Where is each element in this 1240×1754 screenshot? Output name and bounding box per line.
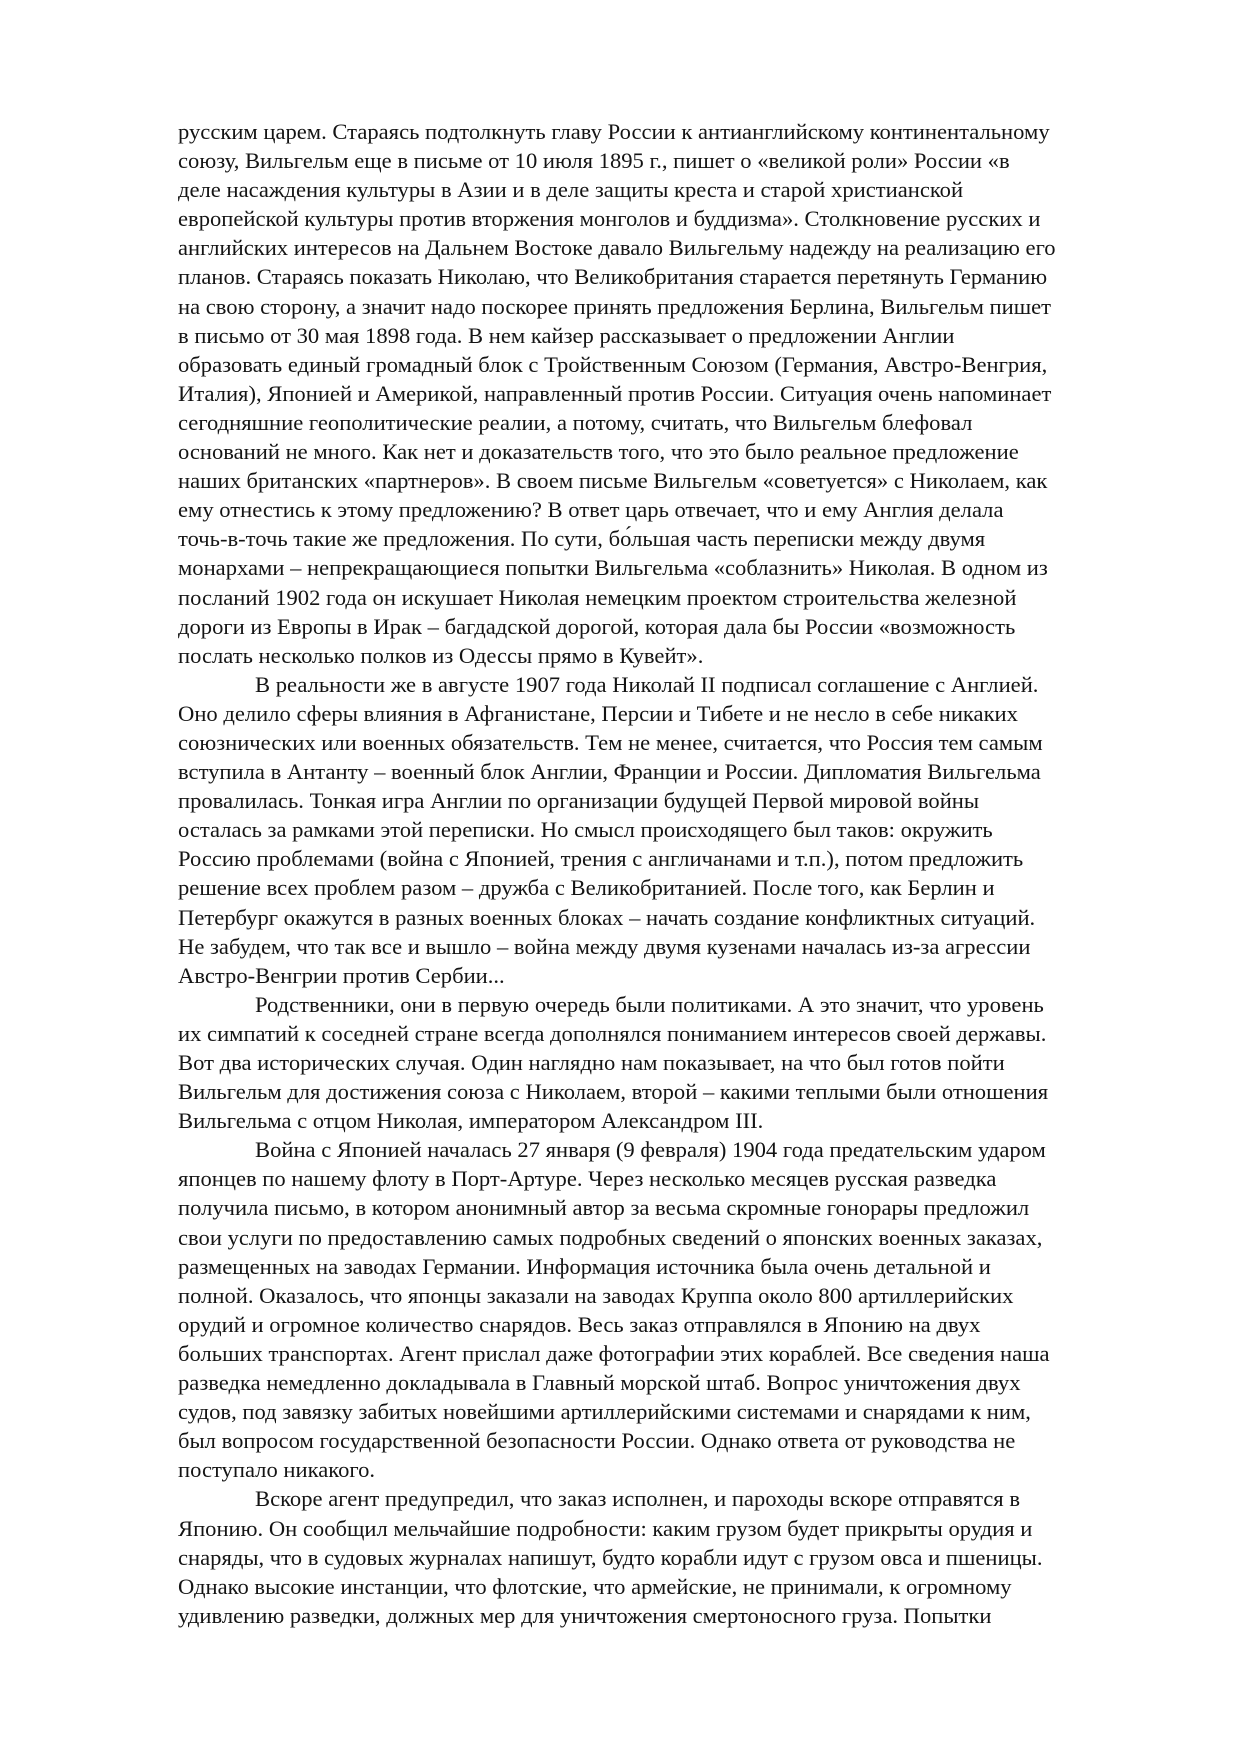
text-line: был вопросом государственной безопасности России. Однако ответа от руководства не	[178, 1428, 1016, 1454]
text-line: образовать единый громадный блок с Тройственным Союзом (Германия, Австро-Венгрия,	[178, 351, 1048, 377]
text-line: решение всех проблем разом – дружба с Великобританией. После того, как Берлин и	[178, 875, 995, 901]
text-line: Японию. Он сообщил мельчайшие подробности: каким грузом будет прикрыты орудия и	[178, 1515, 1033, 1541]
text-line: дороги из Европы в Ирак – багдадской дорогой, которая дала бы России «возможность	[178, 613, 1016, 639]
text-line: вступила в Антанту – военный блок Англии, Франции и России. Дипломатия Вильгельма	[178, 759, 1041, 785]
text-line: орудий и огромное количество снарядов. Весь заказ отправлялся в Японию на двух	[178, 1311, 981, 1337]
text-line: японцев по нашему флоту в Порт-Артуре. Через несколько месяцев русская разведка	[178, 1166, 997, 1192]
text-line: Италия), Японией и Америкой, направленный против России. Ситуация очень напоминает	[178, 380, 1052, 406]
text-line: Оно делило сферы влияния в Афганистане, Персии и Тибете и не несло в себе никаких	[178, 700, 1018, 726]
paragraph-first-line: Вскоре агент предупредил, что заказ исполнен, и пароходы вскоре отправятся в	[255, 1486, 1020, 1512]
text-line: полной. Оказалось, что японцы заказали на заводах Круппа около 800 артиллерийских	[178, 1282, 1014, 1308]
text-line: разведка немедленно докладывала в Главный морской штаб. Вопрос уничтожения двух	[178, 1370, 1021, 1396]
text-line: Вот два исторических случая. Один наглядно нам показывает, на что был готов пойти	[178, 1050, 1005, 1075]
text-line: поступало никакого.	[178, 1457, 376, 1483]
text-line: удивлению разведки, должных мер для уничтожения смертоносного груза. Попытки	[178, 1602, 992, 1628]
text-line: в письмо от 30 мая 1898 года. В нем кайзер рассказывает о предложении Англии	[178, 322, 955, 348]
text-line: сегодняшние геополитические реалии, а потому, считать, что Вильгельм блефовал	[178, 409, 973, 435]
text-line: Петербург окажутся в разных военных блоках – начать создание конфликтных ситуаций.	[178, 904, 1036, 930]
text-line: посланий 1902 года он искушает Николая немецким проектом строительства железной	[178, 584, 1017, 610]
text-line: европейской культуры против вторжения монголов и буддизма». Столкновение русских и	[178, 206, 1041, 232]
text-line: планов. Стараясь показать Николаю, что Великобритания старается перетянуть Германию	[178, 264, 1048, 290]
text-line: снаряды, что в судовых журналах напишут, будто корабли идут с грузом овса и пшеницы.	[178, 1544, 1043, 1570]
text-line: союзнических или военных обязательств. Тем не менее, считается, что Россия тем самым	[178, 729, 1043, 755]
text-line: союзу, Вильгельм еще в письме от 10 июля 1895 г., пишет о «великой роли» России «в	[178, 148, 1010, 174]
text-line: Однако высокие инстанции, что флотские, что армейские, не принимали, к огромному	[178, 1573, 1012, 1599]
text-line: свои услуги по предоставлению самых подробных сведений о японских военных заказах,	[178, 1224, 1043, 1250]
text-line: монархами – непрекращающиеся попытки Вильгельма «соблазнить» Николая. В одном из	[178, 555, 1048, 581]
paragraph-first-line: Родственники, они в первую очередь были политиками. А это значит, что уровень	[255, 991, 1044, 1017]
text-line: осталась за рамками этой переписки. Но смысл происходящего был таков: окружить	[178, 817, 993, 843]
text-line: Вильгельма с отцом Николая, императором Александром III.	[178, 1108, 764, 1134]
text-line: больших транспортах. Агент прислал даже фотографии этих кораблей. Все сведения наша	[178, 1340, 1050, 1366]
text-line: их симпатий к соседней стране всегда дополнялся пониманием интересов своей державы.	[178, 1020, 1047, 1046]
text-line: оснований не много. Как нет и доказательств того, что это было реальное предложение	[178, 439, 1019, 465]
text-line: точь-в-точь такие же предложения. По сути, бо́льшая часть переписки между двумя	[178, 526, 986, 552]
text-line: Австро-Венгрии против Сербии...	[178, 962, 505, 988]
text-line: наших британских «партнеров». В своем письме Вильгельм «советуется» с Николаем, как	[178, 468, 1048, 494]
text-line: судов, под завязку забитых новейшими артиллерийскими системами и снарядами к ним,	[178, 1399, 1031, 1425]
text-line: получила письмо, в котором анонимный автор за весьма скромные гонорары предложил	[178, 1195, 1030, 1221]
text-line: русским царем. Стараясь подтолкнуть главу России к антианглийскому континентальному	[178, 119, 1050, 144]
text-line: Не забудем, что так все и вышло – война между двумя кузенами началась из-за агрессии	[178, 933, 1031, 959]
text-line: провалилась. Тонкая игра Англии по организации будущей Первой мировой войны	[178, 788, 980, 814]
text-line: послать несколько полков из Одессы прямо в Кувейт».	[178, 642, 704, 668]
text-line: Россию проблемами (война с Японией, трения с англичанами и т.п.), потом предложить	[178, 846, 1024, 872]
body-text	[178, 117, 1118, 1630]
text-line: на свою сторону, а значит надо поскорее принять предложения Берлина, Вильгельм пишет	[178, 293, 1052, 319]
text-line: деле насаждения культуры в Азии и в деле защиты креста и старой христианской	[178, 177, 964, 203]
text-line: размещенных на заводах Германии. Информация источника была очень детальной и	[178, 1253, 991, 1279]
text-line: ему отнестись к этому предложению? В ответ царь отвечает, что и ему Англия делала	[178, 497, 1004, 523]
paragraph-first-line: В реальности же в августе 1907 года Николай II подписал соглашение с Англией.	[255, 671, 1039, 697]
paragraph-first-line: Война с Японией началась 27 января (9 февраля) 1904 года предательским ударом	[255, 1137, 1046, 1163]
text-line: Вильгельм для достижения союза с Николаем, второй – какими теплыми были отношения	[178, 1079, 1049, 1105]
text-line: английских интересов на Дальнем Востоке давало Вильгельму надежду на реализацию его	[178, 235, 1056, 261]
